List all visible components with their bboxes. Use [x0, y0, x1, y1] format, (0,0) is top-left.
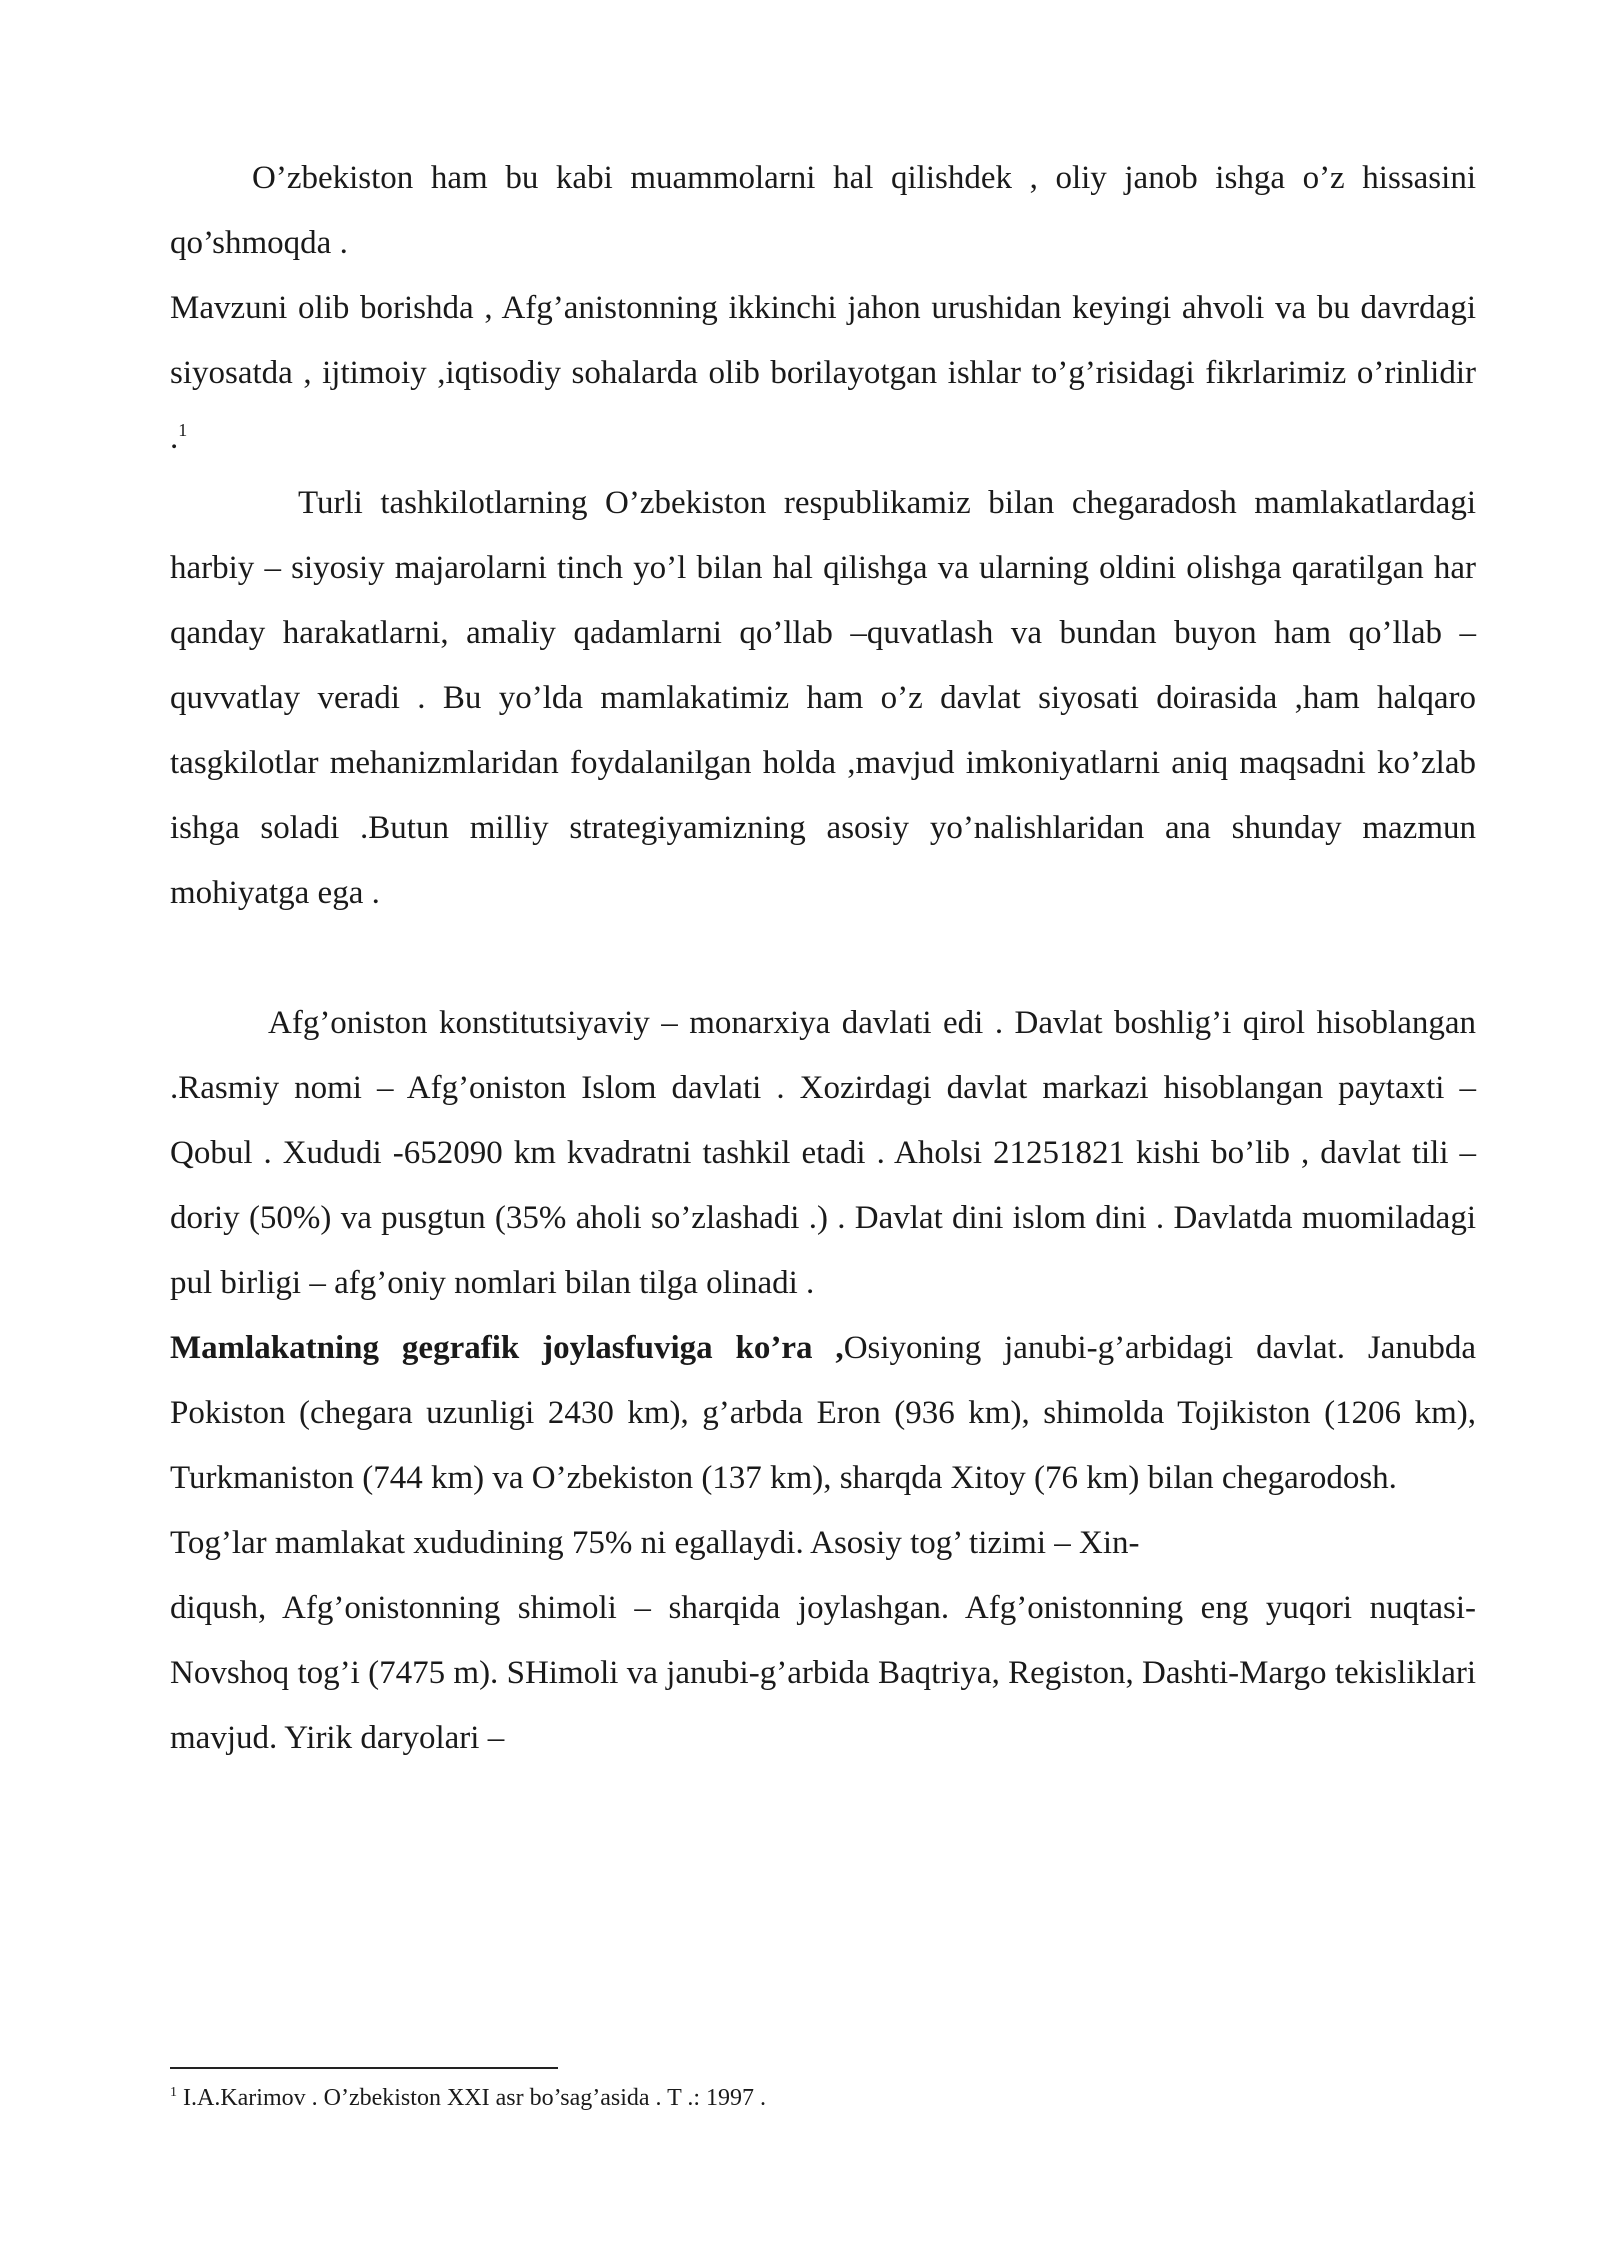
paragraph-topic-text: Mavzuni olib borishda , Afg’anistonning ikkinchi jahon urushidan keyingi ahvoli va bu davrdagi siyosatda , ijtimoiy ,iqtisodiy sohalarda olib borilayotgan ishlar to’g’risidagi fikrlarimiz o’rinlidir . [170, 290, 1476, 456]
paragraph-geography [170, 1316, 1476, 1511]
geography-bold-lead: Mamlakatning gegrafik joylasfuviga ko’ra , [170, 1330, 844, 1366]
paragraph-organizations [170, 471, 1476, 926]
paragraph-organizations-text: Turli tashkilotlarning O’zbekiston respublikamiz bilan chegaradosh mamlakatlardagi harbiy – siyosiy majarolarni tinch yo’l bilan hal qilishga va ularning oldini olishga qaratilgan har qanday harakatlarni, amaliy qadamlarni qo’llab –quvatlash va bundan buyon ham qo’llab –quvvatlay veradi . Bu yo’lda mamlakatimiz ham o’z davlat siyosati doirasida ,ham halqaro tasgkilotlar mehanizmlaridan foydalanilgan holda ,mavjud imkoniyatlarni aniq maqsadni ko’zlab ishga soladi .Butun milliy strategiyamizning asosiy yo’nalishlaridan ana shunday mazmun mohiyatga ega . [170, 485, 1476, 911]
footnote-marker: 1 [170, 2085, 177, 2100]
paragraph-geography-text: Osiyoning janubi-g’arbidagi davlat. Janubda Pokiston (chegara uzunligi 2430 km), g’arbda Eron (936 km), shimolda Tojikiston (1206 km), Turkmaniston (744 km) va O’zbekiston (137 km), sharqda Xitoy (76 km) bilan chegarodosh. [170, 1330, 1476, 1496]
paragraph-hindu-kush-text: diqush, Afg’onistonning shimoli – sharqida joylashgan. Afg’onistonning eng yuqori nuqtasi-Novshoq tog’i (7475 m). SHimoli va janubi-g’arbida Baqtriya, Registon, Dashti-Margo tekisliklari mavjud. Yirik daryolari – [170, 1590, 1476, 1756]
paragraph-topic [170, 276, 1476, 471]
footnote-text: I.A.Karimov . O’zbekiston XXI asr bo’sag’asida . T .: 1997 . [177, 2085, 767, 2111]
paragraph-intro-text: O’zbekiston ham bu kabi muammolarni hal qilishdek , oliy janob ishga o’z hissasini qo’shmoqda . [170, 160, 1476, 261]
paragraph-afghanistan-state [170, 991, 1476, 1316]
paragraph-hindu-kush [170, 1576, 1476, 1771]
document-body [170, 146, 1476, 1771]
paragraph-intro [170, 146, 1476, 276]
paragraph-mountains-text: Tog’lar mamlakat xududining 75% ni egallaydi. Asosiy tog’ tizimi – Xin- [170, 1525, 1140, 1561]
footnote-separator [170, 2067, 558, 2069]
footnote [170, 2082, 766, 2114]
footnote-reference[interactable]: 1 [178, 420, 188, 440]
paragraph-mountains [170, 1511, 1476, 1576]
paragraph-afghanistan-state-text: Afg’oniston konstitutsiyaviy – monarxiya davlati edi . Davlat boshlig’i qirol hisoblangan .Rasmiy nomi – Afg’oniston Islom davlati . Xozirdagi davlat markazi hisoblangan paytaxti –Qobul . Xududi -652090 km kvadratni tashkil etadi . Aholsi 21251821 kishi bo’lib , davlat tili –doriy (50%) va pusgtun (35% aholi so’zlashadi .) . Davlat dini islom dini . Davlatda muomiladagi pul birligi – afg’oniy nomlari bilan tilga olinadi . [170, 1005, 1476, 1301]
paragraph-spacer [170, 926, 1476, 991]
